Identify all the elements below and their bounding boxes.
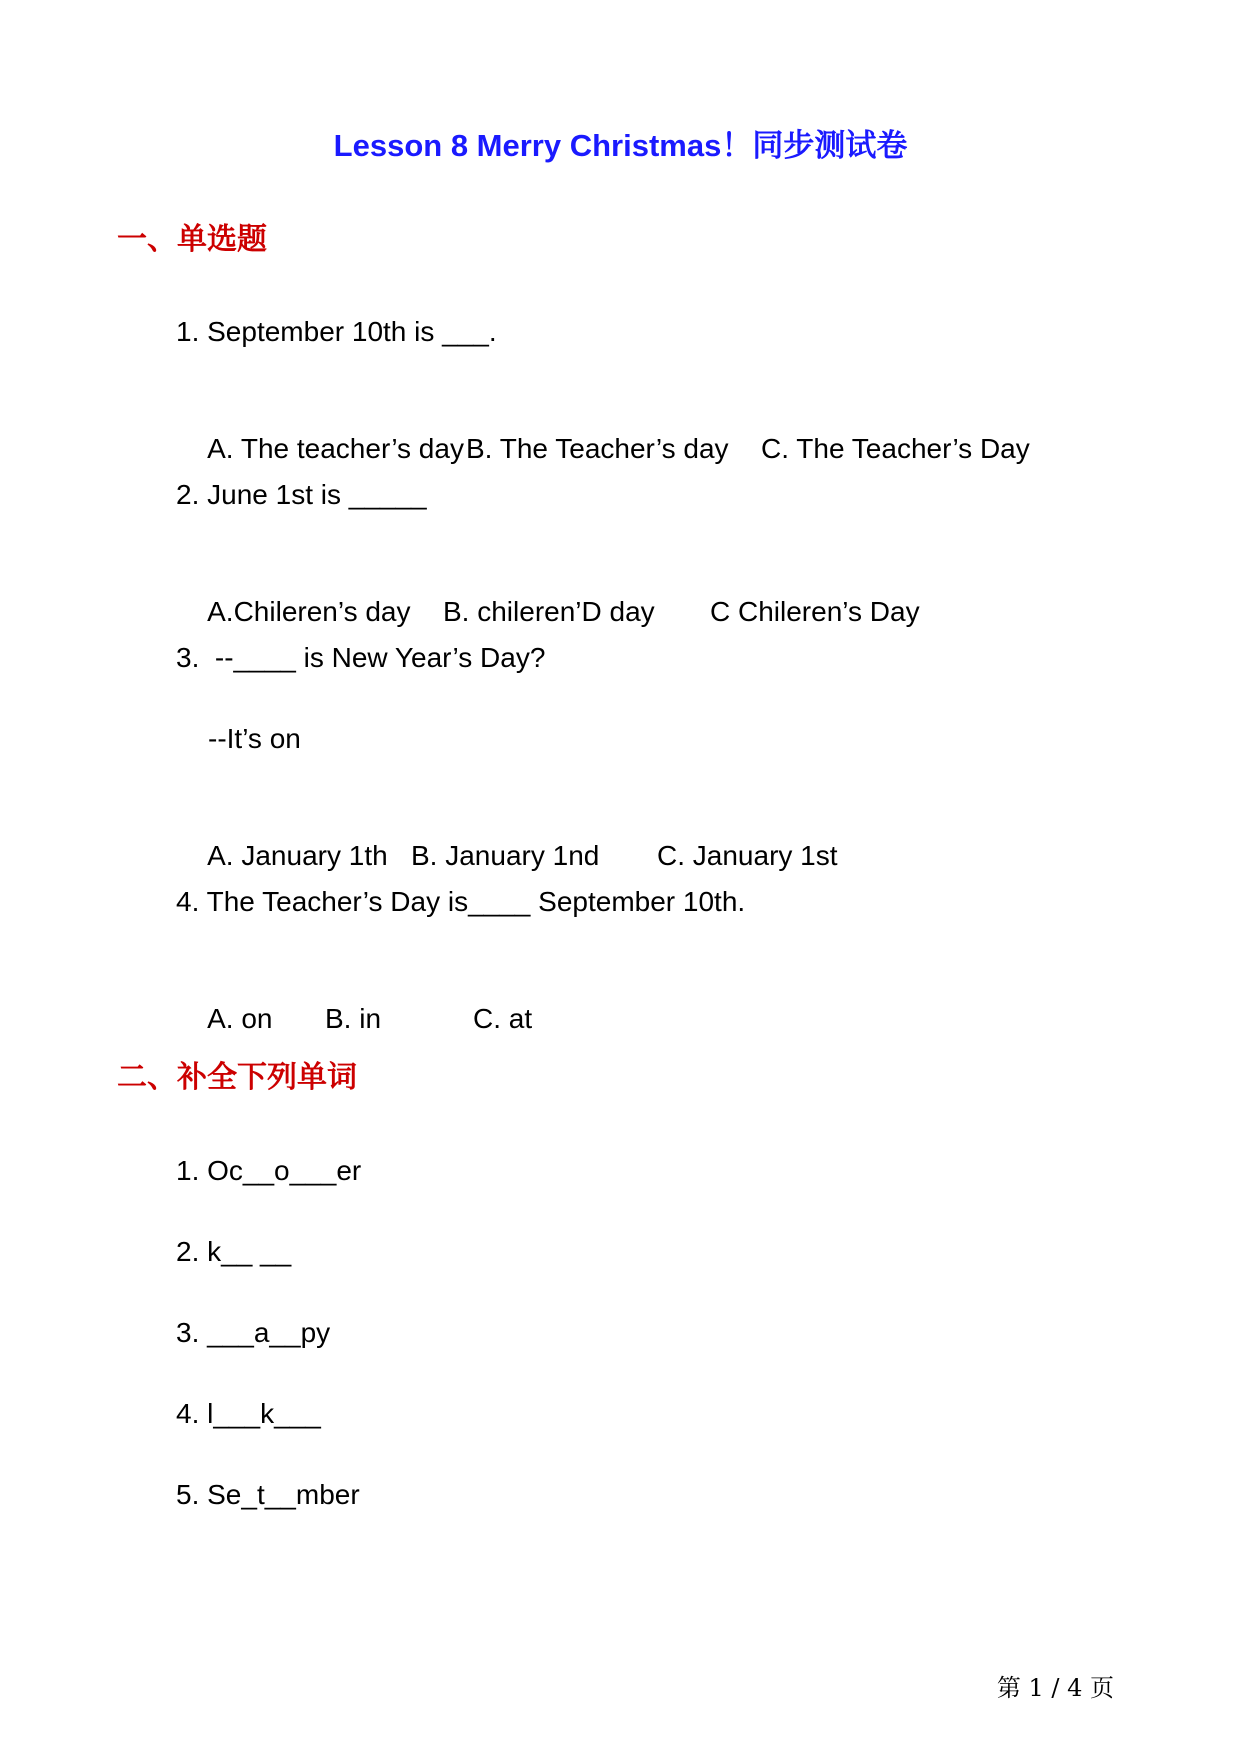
section-heading-single-choice: 一、单选题 xyxy=(117,222,267,257)
question-4-stem: 4. The Teacher’s Day is____ September 10th. xyxy=(176,886,746,917)
section-heading-complete-words: 二、补全下列单词 xyxy=(117,1060,357,1095)
question-3-answer-prompt: --It’s on xyxy=(208,723,301,754)
question-3-option-b: B. January 1nd xyxy=(411,840,600,871)
question-1-option-b: B. The Teacher’s day xyxy=(466,433,729,464)
question-3-stem: 3. --____ is New Year’s Day? xyxy=(176,642,546,673)
page-number: 第 1 / 4 页 xyxy=(996,1674,1114,1702)
question-2-option-a: A.Chileren’s day xyxy=(207,596,411,627)
question-4-option-c: C. at xyxy=(473,1003,533,1034)
word-item-2: 2. k__ __ xyxy=(176,1236,292,1267)
question-2-option-c: C Chileren’s Day xyxy=(710,596,920,627)
question-4-options xyxy=(176,965,533,1073)
word-item-1: 1. Oc__o___er xyxy=(176,1155,362,1186)
document-title: Lesson 8 Merry Christmas！同步测试卷 xyxy=(333,128,908,163)
question-4-option-a: A. on xyxy=(207,1003,273,1034)
word-item-4: 4. l___k___ xyxy=(176,1398,321,1429)
question-2-option-b: B. chileren’D day xyxy=(443,596,655,627)
word-item-5: 5. Se_t__mber xyxy=(176,1479,360,1510)
question-3-option-a: A. January 1th xyxy=(207,840,388,871)
question-1-stem: 1. September 10th is ___. xyxy=(176,316,497,347)
question-1-option-c: C. The Teacher’s Day xyxy=(761,433,1030,464)
question-3-option-c: C. January 1st xyxy=(657,840,838,871)
question-4-option-b: B. in xyxy=(325,1003,382,1034)
word-item-3: 3. ___a__py xyxy=(176,1317,331,1348)
question-1-option-a: A. The teacher’s day xyxy=(207,433,464,464)
question-2-stem: 2. June 1st is _____ xyxy=(176,479,427,510)
